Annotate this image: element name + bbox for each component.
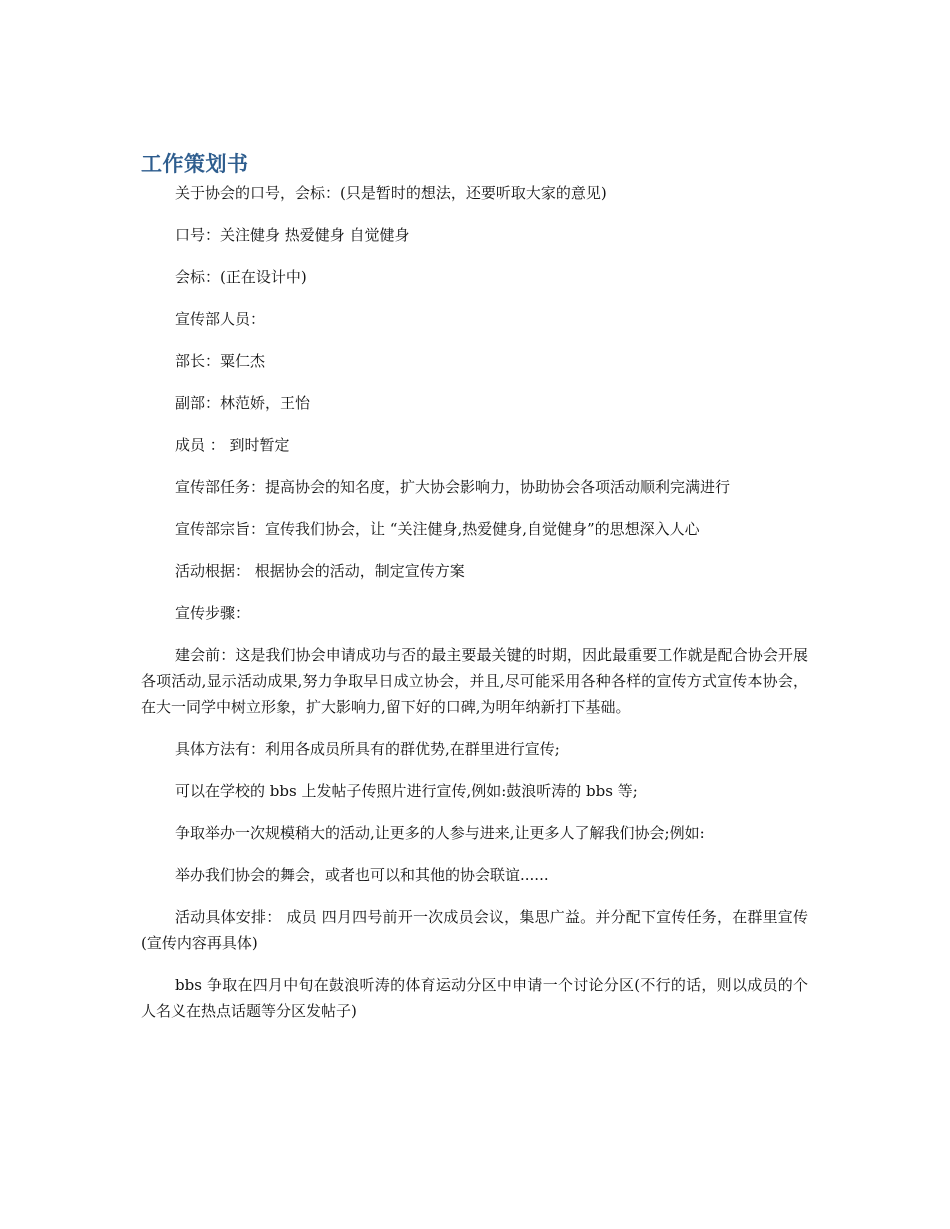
paragraph-emblem: 会标：(正在设计中) — [175, 268, 307, 286]
paragraph-minister: 部长：粟仁杰 — [175, 352, 266, 370]
paragraph-tasks: 宣传部任务：提高协会的知名度，扩大协会影响力，协助协会各项活动顺利完满进行 — [175, 478, 731, 496]
document-body — [141, 150, 808, 1040]
paragraph-slogan: 口号：关注健身 热爱健身 自觉健身 — [175, 226, 410, 244]
paragraph-staff-heading: 宣传部人员： — [175, 310, 266, 328]
paragraph-dance: 举办我们协会的舞会，或者也可以和其他的协会联谊...... — [175, 866, 549, 884]
paragraph-before-founding: 建会前：这是我们协会申请成功与否的最主要最关键的时期，因此最重要工作就是配合协会开展各项活动,显示活动成果,努力争取早日成立协会，并且,尽可能采用各种各样的宣传方式宣传本协会，在大一同学中树立形象，扩大影响力,留下好的口碑,为明年纳新打下基础。 — [141, 646, 808, 716]
paragraph-slogan-intro: 关于协会的口号，会标：(只是暂时的想法，还要听取大家的意见) — [175, 184, 607, 202]
paragraph-basis: 活动根据： 根据协会的活动，制定宣传方案 — [175, 562, 465, 580]
paragraph-bbs-forum: bbs 争取在四月中旬在鼓浪听涛的体育运动分区中申请一个讨论分区(不行的话，则以成员的个人名义在热点话题等分区发帖子) — [141, 976, 808, 1020]
paragraph-schedule: 活动具体安排： 成员 四月四号前开一次成员会议，集思广益。并分配下宣传任务，在群里宣传(宣传内容再具体) — [141, 908, 808, 952]
paragraph-steps-heading: 宣传步骤： — [175, 604, 251, 622]
paragraph-bbs-posting: 可以在学校的 bbs 上发帖子传照片进行宣传,例如:鼓浪听涛的 bbs 等; — [175, 782, 638, 800]
document-title: 工作策划书 — [141, 152, 249, 176]
paragraph-vice-minister: 副部：林范娇，王怡 — [175, 394, 311, 412]
paragraph-members: 成员 ： 到时暂定 — [175, 436, 290, 454]
paragraph-methods: 具体方法有：利用各成员所具有的群优势,在群里进行宣传; — [175, 740, 560, 758]
paragraph-purpose: 宣传部宗旨：宣传我们协会，让 “关注健身,热爱健身,自觉健身”的思想深入人心 — [175, 520, 700, 538]
paragraph-large-event: 争取举办一次规模稍大的活动,让更多的人参与进来,让更多人了解我们协会;例如: — [175, 824, 705, 842]
